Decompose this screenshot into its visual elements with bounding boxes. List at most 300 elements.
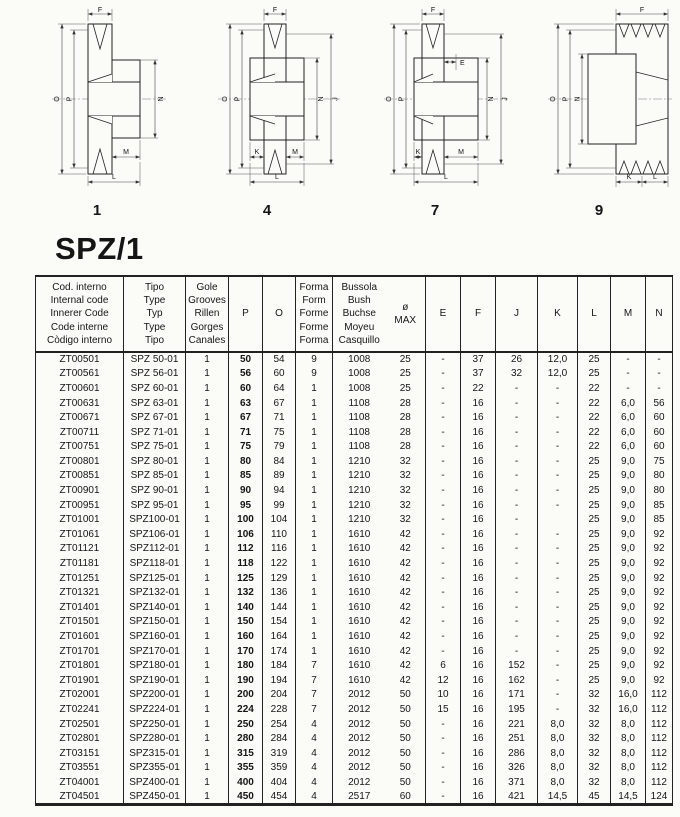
table-cell: 4 (296, 761, 333, 776)
table-cell: 204 (263, 688, 296, 703)
table-cell: - (496, 410, 538, 425)
table-cell: - (538, 469, 578, 484)
dim-label-J: J (502, 97, 509, 101)
table-row (36, 658, 673, 673)
table-row (36, 615, 673, 630)
table-cell: 50 (386, 731, 426, 746)
table-cell: 162 (496, 673, 538, 688)
table-cell: 60 (263, 367, 296, 382)
table-cell: 1108 (348, 441, 370, 453)
table-cell: 14,5 (538, 790, 578, 805)
table-cell: 1 (296, 498, 333, 513)
column-header: F (461, 276, 496, 352)
dim-label-P: P (398, 96, 406, 102)
table-cell: 92 (653, 631, 665, 643)
table-cell: SPZ170-01 (124, 644, 186, 659)
table-cell: 80 (653, 485, 665, 497)
table-cell: 1 (296, 396, 333, 411)
table-cell: 1210 (348, 470, 371, 482)
table-cell: 286 (496, 746, 538, 761)
table-row (36, 498, 673, 513)
table-cell: - (538, 483, 578, 498)
table-cell: - (426, 731, 461, 746)
table-cell: 112 (651, 689, 667, 701)
table-cell: 319 (263, 746, 296, 761)
table-cell: 8,0 (538, 746, 578, 761)
figure-form-7 (360, 4, 510, 219)
table-cell: 92 (653, 572, 665, 584)
column-header: ø MAX (386, 276, 426, 352)
table-cell: 1 (296, 454, 333, 469)
table-cell: ZT00561 (36, 367, 124, 382)
table-cell: 1 (186, 673, 229, 688)
table-cell: ZT02241 (36, 702, 124, 717)
table-cell: - (426, 527, 461, 542)
table-cell: 32 (386, 512, 426, 527)
table-cell: 1 (296, 410, 333, 425)
column-header: Bussola Bush Buchse Moyeu Casquillo (333, 276, 386, 352)
table-cell: 12,0 (538, 367, 578, 382)
column-header: Gole Grooves Rillen Gorges Canales (186, 276, 229, 352)
table-cell: 4 (296, 717, 333, 732)
table-cell: 1 (186, 644, 229, 659)
table-cell: 9,0 (611, 454, 646, 469)
dim-label-F: F (272, 7, 278, 14)
table-cell: SPZ132-01 (124, 585, 186, 600)
figure-number: 9 (594, 202, 604, 219)
dim-label-K: K (415, 149, 421, 156)
table-cell: - (426, 790, 461, 805)
table-cell: 112 (651, 733, 667, 745)
table-cell: 1610 (348, 616, 371, 628)
table-cell: 1 (186, 731, 229, 746)
table-cell: 16 (461, 542, 496, 557)
table-cell: SPZ355-01 (124, 761, 186, 776)
table-cell: 1 (186, 761, 229, 776)
table-row (36, 702, 673, 717)
table-cell: - (538, 527, 578, 542)
table-cell: 1610 (348, 631, 371, 643)
table-cell: 8,0 (611, 731, 646, 746)
table-cell: - (496, 425, 538, 440)
table-cell: - (496, 585, 538, 600)
table-cell: 254 (263, 717, 296, 732)
table-cell: 42 (386, 658, 426, 673)
table-cell: 118 (229, 556, 263, 571)
dim-label-N: N (574, 96, 582, 102)
table-cell: 9,0 (611, 483, 646, 498)
table-cell: 154 (263, 615, 296, 630)
table-cell: 92 (653, 558, 665, 570)
table-cell: ZT01321 (36, 585, 124, 600)
table-cell: ZT00751 (36, 440, 124, 455)
table-cell: 16 (461, 483, 496, 498)
table-cell: 8,0 (538, 761, 578, 776)
table-cell: ZT03151 (36, 746, 124, 761)
table-cell: 25 (578, 527, 611, 542)
table-cell: 25 (578, 644, 611, 659)
table-cell: 112 (651, 718, 667, 730)
table-cell: 16 (461, 644, 496, 659)
table-cell: 1 (186, 498, 229, 513)
table-cell: 25 (386, 381, 426, 396)
table-cell: 1 (186, 746, 229, 761)
table-cell: 50 (386, 688, 426, 703)
table-cell: - (538, 410, 578, 425)
dim-label-N: N (318, 96, 325, 102)
table-cell: 16 (461, 512, 496, 527)
table-cell: 1 (296, 469, 333, 484)
table-cell: ZT00951 (36, 498, 124, 513)
table-cell: 2012 (348, 776, 371, 788)
table-cell: ZT00501 (36, 352, 124, 367)
table-cell (538, 512, 578, 527)
spec-table (35, 275, 673, 806)
table-cell: 6 (426, 658, 461, 673)
table-cell: 9,0 (611, 600, 646, 615)
table-cell: - (426, 425, 461, 440)
table-cell: ZT01001 (36, 512, 124, 527)
table-cell: 1008 (348, 368, 371, 380)
table-cell: 2012 (348, 703, 371, 715)
table-cell: 16 (461, 454, 496, 469)
table-cell: 2012 (348, 762, 371, 774)
table-cell: 8,0 (611, 775, 646, 790)
table-cell: 400 (229, 775, 263, 790)
table-cell: - (426, 615, 461, 630)
dim-label-P: P (562, 96, 570, 102)
dim-label-K: K (626, 174, 632, 181)
table-row (36, 483, 673, 498)
table-cell: - (496, 512, 538, 527)
table-cell: 71 (263, 410, 296, 425)
figure-form-9 (524, 4, 674, 219)
table-cell: ZT01601 (36, 629, 124, 644)
table-cell: SPZ 90-01 (124, 483, 186, 498)
table-cell: 9 (296, 352, 333, 367)
table-cell: 280 (229, 731, 263, 746)
table-cell: 92 (653, 543, 665, 555)
dim-label-L: L (275, 174, 279, 181)
table-cell: 25 (578, 498, 611, 513)
table-cell: 25 (578, 367, 611, 382)
table-cell: SPZ 71-01 (124, 425, 186, 440)
table-cell: 1 (296, 440, 333, 455)
table-cell: 16 (461, 440, 496, 455)
table-cell: 371 (496, 775, 538, 790)
table-cell: 170 (229, 644, 263, 659)
table-cell: 112 (229, 542, 263, 557)
table-cell: - (426, 440, 461, 455)
table-cell: ZT02501 (36, 717, 124, 732)
table-cell: ZT00671 (36, 410, 124, 425)
table-cell: - (496, 571, 538, 586)
table-cell: ZT01121 (36, 542, 124, 557)
table-cell: 7 (296, 702, 333, 717)
table-cell: 174 (263, 644, 296, 659)
table-cell: 42 (386, 615, 426, 630)
figures-row (0, 0, 680, 219)
table-cell: 32 (386, 498, 426, 513)
table-cell: 8,0 (538, 717, 578, 732)
table-cell: 25 (578, 454, 611, 469)
table-cell: 136 (263, 585, 296, 600)
table-cell: 8,0 (538, 775, 578, 790)
table-cell: 190 (229, 673, 263, 688)
table-cell: 112 (651, 762, 667, 774)
table-cell: 16 (461, 425, 496, 440)
dim-label-M: M (292, 149, 298, 156)
column-header: Cod. interno Internal code Innerer Code Code interne Còdigo interno (36, 276, 124, 352)
table-cell: 32 (578, 746, 611, 761)
table-cell: SPZ 95-01 (124, 498, 186, 513)
table-row (36, 352, 673, 367)
table-row (36, 542, 673, 557)
table-cell: 67 (263, 396, 296, 411)
table-cell: SPZ450-01 (124, 790, 186, 805)
table-cell: 1 (296, 556, 333, 571)
table-cell: 1 (186, 469, 229, 484)
column-header: E (426, 276, 461, 352)
table-cell: ZT04501 (36, 790, 124, 805)
table-cell: 180 (229, 658, 263, 673)
table-cell: 1 (186, 585, 229, 600)
table-cell: 60 (653, 426, 665, 438)
table-cell: 1 (186, 410, 229, 425)
table-cell: 16 (461, 717, 496, 732)
table-cell: 71 (229, 425, 263, 440)
table-cell: 1 (186, 629, 229, 644)
table-cell: - (496, 440, 538, 455)
table-cell: 92 (653, 528, 665, 540)
table-cell: 1610 (348, 601, 371, 613)
table-cell: - (538, 615, 578, 630)
dim-label-N: N (488, 96, 495, 102)
table-cell: 150 (229, 615, 263, 630)
table-cell: 25 (578, 585, 611, 600)
table-cell: 80 (653, 470, 665, 482)
table-cell: 28 (386, 396, 426, 411)
table-cell: ZT02001 (36, 688, 124, 703)
dim-label-P: P (66, 96, 74, 102)
table-cell: 42 (386, 527, 426, 542)
table-cell: 152 (496, 658, 538, 673)
table-cell: 132 (229, 585, 263, 600)
table-cell: - (611, 381, 646, 396)
table-cell: 8,0 (611, 717, 646, 732)
table-cell: 1 (186, 571, 229, 586)
table-cell: 1 (296, 381, 333, 396)
table-cell: - (426, 396, 461, 411)
table-cell: 25 (578, 469, 611, 484)
table-cell: 16 (461, 688, 496, 703)
table-cell: 45 (578, 790, 611, 805)
table-cell: 92 (653, 616, 665, 628)
table-cell: 1 (186, 775, 229, 790)
table-cell: 75 (229, 440, 263, 455)
table-cell: 16 (461, 469, 496, 484)
table-cell: ZT02801 (36, 731, 124, 746)
table-cell: 8,0 (611, 761, 646, 776)
table-row (36, 790, 673, 805)
table-cell: SPZ315-01 (124, 746, 186, 761)
table-cell: - (538, 381, 578, 396)
table-cell: 14,5 (611, 790, 646, 805)
table-cell: 50 (229, 352, 263, 367)
table-cell: 112 (651, 776, 667, 788)
table-cell: 16 (461, 761, 496, 776)
table-cell: 164 (263, 629, 296, 644)
table-cell: 16 (461, 527, 496, 542)
table-row (36, 454, 673, 469)
table-cell: 25 (578, 658, 611, 673)
table-cell: 63 (229, 396, 263, 411)
table-cell: SPZ160-01 (124, 629, 186, 644)
table-cell: 42 (386, 629, 426, 644)
table-cell: 95 (229, 498, 263, 513)
table-cell: 16 (461, 790, 496, 805)
table-cell: 28 (386, 440, 426, 455)
table-cell: - (496, 483, 538, 498)
table-cell: ZT01401 (36, 600, 124, 615)
table-cell: 50 (386, 702, 426, 717)
table-cell: - (538, 688, 578, 703)
pulley-body (88, 24, 140, 174)
table-cell: 56 (229, 367, 263, 382)
table-cell: 22 (461, 381, 496, 396)
table-cell: ZT01501 (36, 615, 124, 630)
table-cell: 92 (653, 674, 665, 686)
table-cell: - (426, 585, 461, 600)
table-cell: 1 (296, 512, 333, 527)
table-cell: - (496, 556, 538, 571)
table-cell: 7 (296, 658, 333, 673)
figure-number: 1 (92, 202, 102, 219)
table-cell: 315 (229, 746, 263, 761)
table-row (36, 381, 673, 396)
table-cell: 32 (578, 731, 611, 746)
table-cell: 56 (653, 397, 665, 409)
table-row (36, 367, 673, 382)
table-cell: - (538, 644, 578, 659)
table-cell: 2012 (348, 733, 371, 745)
table-cell: ZT04001 (36, 775, 124, 790)
table-cell: SPZ100-01 (124, 512, 186, 527)
table-cell: 6,0 (611, 425, 646, 440)
table-cell: 90 (229, 483, 263, 498)
table-cell: 1610 (348, 543, 371, 555)
table-cell: SPZ200-01 (124, 688, 186, 703)
table-cell: 22 (578, 440, 611, 455)
table-cell: 110 (263, 527, 296, 542)
table-cell: SPZ118-01 (124, 556, 186, 571)
table-cell: - (426, 746, 461, 761)
table-cell: 4 (296, 775, 333, 790)
table-row (36, 440, 673, 455)
table-cell: 4 (296, 790, 333, 805)
table-cell: - (496, 644, 538, 659)
dim-label-L: L (653, 174, 657, 181)
table-cell: ZT01901 (36, 673, 124, 688)
table-cell: 64 (263, 381, 296, 396)
table-cell: - (426, 469, 461, 484)
table-cell: 9,0 (611, 658, 646, 673)
table-cell: - (496, 527, 538, 542)
table-cell: 1 (186, 702, 229, 717)
table-cell: 221 (496, 717, 538, 732)
table-cell: 6,0 (611, 410, 646, 425)
table-cell: - (426, 512, 461, 527)
table-cell: 104 (263, 512, 296, 527)
table-cell: 9,0 (611, 556, 646, 571)
table-cell: 16 (461, 498, 496, 513)
table-cell: 25 (578, 556, 611, 571)
column-header: J (496, 276, 538, 352)
table-cell: 50 (386, 775, 426, 790)
table-cell: 92 (653, 587, 665, 599)
dim-label-K: K (254, 149, 260, 156)
table-cell: 60 (229, 381, 263, 396)
table-cell: ZT01181 (36, 556, 124, 571)
figure-number: 7 (430, 202, 440, 219)
table-cell: 32 (496, 367, 538, 382)
table-cell: 12 (426, 673, 461, 688)
table-cell: ZT00851 (36, 469, 124, 484)
table-cell: 1108 (348, 426, 370, 438)
table-cell: - (426, 483, 461, 498)
table-cell: 16 (461, 629, 496, 644)
table-cell: 1 (186, 790, 229, 805)
table-cell: SPZ 80-01 (124, 454, 186, 469)
column-header: O (263, 276, 296, 352)
table-cell: 42 (386, 571, 426, 586)
table-row (36, 396, 673, 411)
table-cell: 4 (296, 746, 333, 761)
table-cell: 9,0 (611, 615, 646, 630)
table-row (36, 688, 673, 703)
table-cell: SPZ 85-01 (124, 469, 186, 484)
table-cell: 1008 (348, 354, 371, 366)
dim-label-M: M (458, 149, 464, 156)
table-cell: 404 (263, 775, 296, 790)
table-cell: 22 (578, 396, 611, 411)
table-cell: 1 (296, 615, 333, 630)
dim-label-J: J (332, 97, 340, 101)
table-cell: 1008 (348, 382, 371, 394)
table-cell: ZT03551 (36, 761, 124, 776)
table-cell: - (426, 600, 461, 615)
table-cell: SPZ250-01 (124, 717, 186, 732)
table-cell: 1 (186, 556, 229, 571)
pulley-section-drawing-1 (22, 4, 172, 196)
dim-label-P: P (234, 96, 242, 102)
table-cell: 1 (186, 381, 229, 396)
table-cell: - (426, 367, 461, 382)
table-header (36, 276, 673, 352)
table-cell: - (538, 440, 578, 455)
table-cell: 16 (461, 396, 496, 411)
table-row (36, 425, 673, 440)
table-cell: 122 (263, 556, 296, 571)
table-cell: SPZ 50-01 (124, 352, 186, 367)
table-cell: - (426, 556, 461, 571)
table-row (36, 644, 673, 659)
table-cell: 6,0 (611, 440, 646, 455)
table-cell: - (611, 367, 646, 382)
table-cell: 1 (186, 717, 229, 732)
table-cell: 1 (186, 425, 229, 440)
table-cell: 140 (229, 600, 263, 615)
